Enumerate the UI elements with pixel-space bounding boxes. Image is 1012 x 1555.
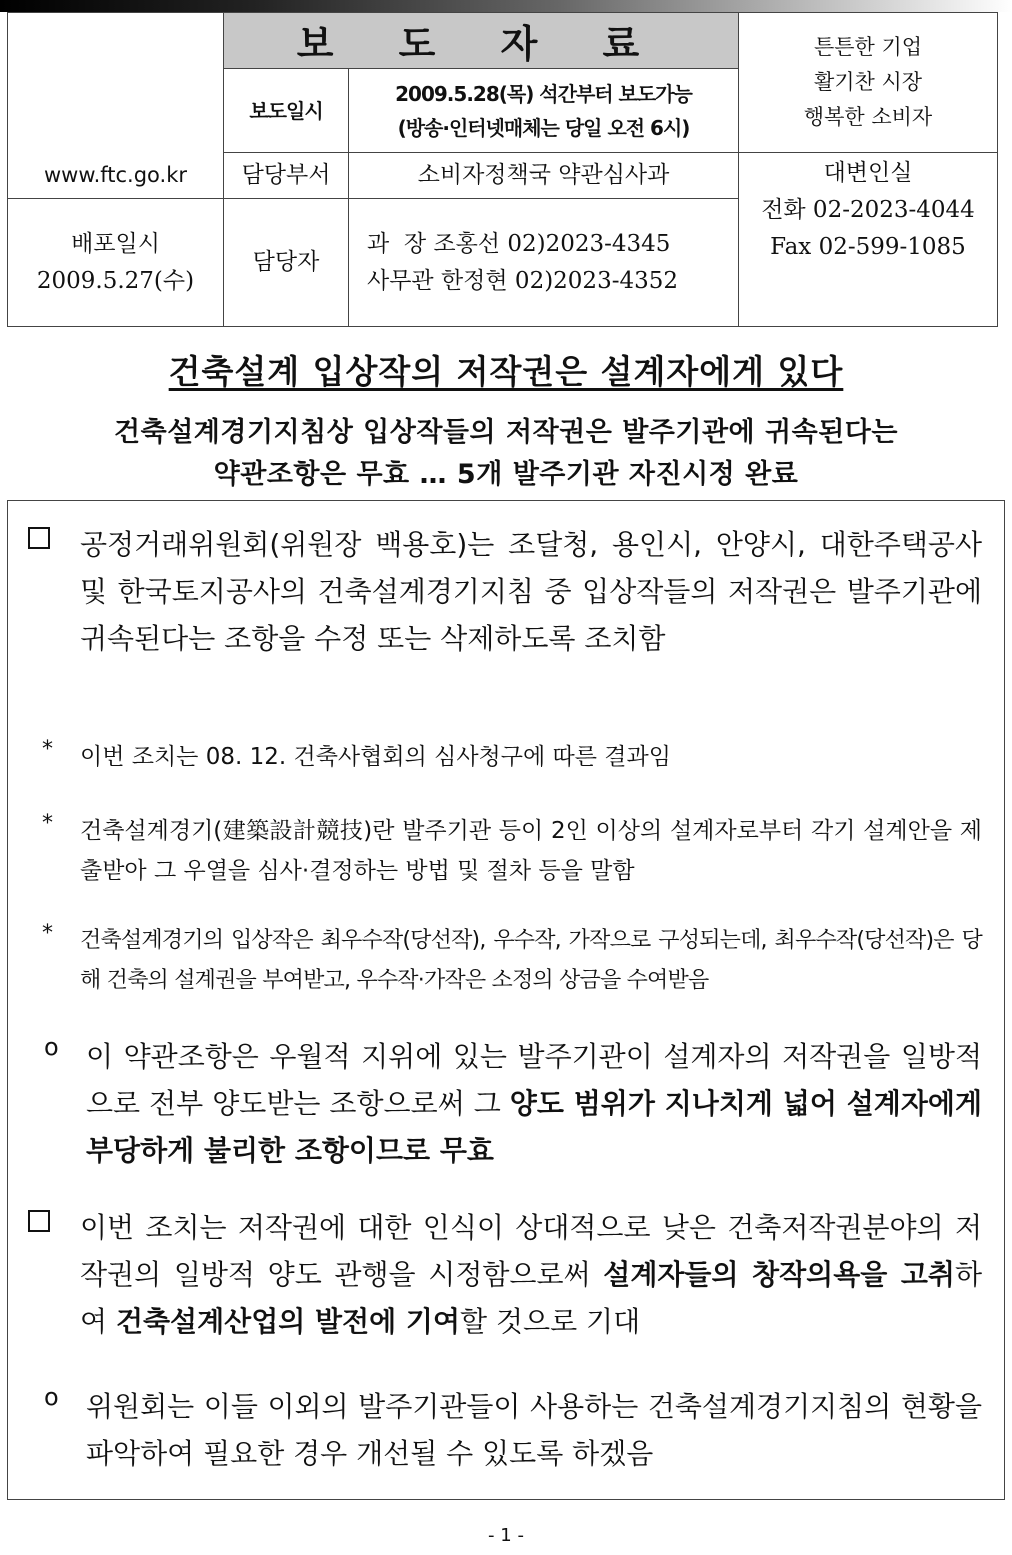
asterisk-bullet: * — [42, 811, 53, 836]
asterisk-bullet: * — [42, 737, 53, 762]
page-number: - 1 - — [488, 1525, 524, 1546]
press-release-header-table — [7, 12, 998, 327]
headline: 건축설계 입상작의 저작권은 설계자에게 있다 — [168, 352, 844, 391]
dept-value: 소비자정책국 약관심사과 — [349, 153, 739, 199]
circle-bullet: ο — [44, 1383, 59, 1411]
distribution-date: 2009.5.27(수) — [36, 267, 195, 294]
subheadline-line: 약관조항은 무효 … 5개 발주기관 자진시정 완료 — [213, 459, 799, 490]
text-normal: 이번 조치는 저작권에 대한 인식이 상대적으로 낮은 건축저작권분야의 저작권의 일방적 양도 관행을 시정함으로써 — [80, 1211, 982, 1291]
text-bold: 건축설계산업의 발전에 기여 — [115, 1305, 461, 1338]
sub-paragraph-text: 위원회는 이들 이외의 발주기관들이 사용하는 건축설계경기지침의 현황을 파악하여 필요한 경우 개선될 수 있도록 하겠음 — [86, 1390, 982, 1470]
sub-paragraph-1 — [28, 1033, 982, 1174]
sub-paragraph-2 — [28, 1383, 982, 1477]
slogan-line: 활기찬 시장 — [813, 70, 923, 94]
text-bold: 설계자들의 창작의욕을 고취 — [603, 1258, 955, 1291]
release-time-line: 2009.5.28(목) 석간부터 보도가능 — [395, 81, 692, 106]
slogan-line: 행복한 소비자 — [803, 105, 933, 129]
footnote-2 — [28, 811, 982, 891]
contact-label: 담당자 — [224, 199, 349, 327]
release-time-line: (방송·인터넷매체는 당일 오전 6시) — [397, 115, 690, 140]
slogan-line: 튼튼한 기업 — [813, 35, 923, 59]
text-normal: 하여 — [80, 1258, 982, 1338]
text-normal: 할 것으로 기대 — [460, 1305, 641, 1338]
text-normal: 이 약관조항은 우월적 지위에 있는 발주기관이 설계자의 저작권을 일방적으로 전부 양도받는 조항으로써 그 — [86, 1040, 982, 1120]
main-paragraph-2 — [28, 1204, 982, 1345]
contact-persons — [349, 199, 739, 327]
footnote-text: 건축설계경기의 입상작은 최우수작(당선작), 우수작, 가작으로 구성되는데, 최우수작(당선작)은 당해 건축의 설계권을 부여받고, 우수작·가작은 소정의 상금을 수여받음 — [80, 928, 982, 993]
spokesperson-contact — [739, 153, 998, 327]
subheadline — [0, 412, 1012, 496]
logo-area — [8, 13, 224, 153]
website-url: www.ftc.go.kr — [8, 153, 224, 199]
contact-line: 과 장 조홍선 02)2023-4345 — [367, 230, 671, 257]
sub-paragraph-text — [86, 1033, 982, 1174]
asterisk-bullet: * — [42, 921, 53, 946]
press-release-title: 보 도 자 료 — [224, 13, 739, 69]
fax-number: Fax 02-599-1085 — [770, 234, 966, 260]
paragraph-text: 공정거래위원회(위원장 백용호)는 조달청, 용인시, 안양시, 대한주택공사 및 한국토지공사의 건축설계경기지침 중 입상작들의 저작권은 발주기관에 귀속된다는 조항을 수정 또는 삭제하도록 조치함 — [80, 528, 982, 655]
main-paragraph-1 — [28, 521, 982, 662]
contact-line: 사무관 한정현 02)2023-4352 — [367, 267, 679, 294]
release-time-value — [349, 69, 739, 153]
release-time-label: 보도일시 — [224, 69, 349, 153]
subheadline-line: 건축설계경기지침상 입상작들의 저작권은 발주기관에 귀속된다는 — [114, 417, 898, 448]
distribution-info — [8, 199, 224, 327]
distribution-label: 배포일시 — [71, 230, 160, 257]
square-bullet-icon — [28, 527, 50, 549]
footnote-text: 건축설계경기(建築設計競技)란 발주기관 등이 2인 이상의 설계자로부터 각기 설계안을 제출받아 그 우열을 심사·결정하는 방법 및 절차 등을 말함 — [80, 818, 982, 884]
dept-label: 담당부서 — [224, 153, 349, 199]
top-gradient-bar — [0, 0, 1012, 12]
body-box — [7, 500, 1005, 1500]
paragraph-text — [80, 1204, 982, 1345]
text-bold: 양도 범위가 지나치게 넓어 설계자에게 부당하게 불리한 조항이므로 무효 — [86, 1087, 982, 1167]
slogan — [739, 13, 998, 153]
phone-number: 전화 02-2023-4044 — [761, 197, 975, 223]
footnote-1 — [28, 737, 982, 777]
footnote-text: 이번 조치는 08. 12. 건축사협회의 심사청구에 따른 결과임 — [80, 744, 671, 770]
spokesperson-label: 대변인실 — [823, 160, 913, 186]
circle-bullet: ο — [44, 1033, 59, 1061]
square-bullet-icon — [28, 1210, 50, 1232]
footnote-3 — [28, 921, 982, 1001]
